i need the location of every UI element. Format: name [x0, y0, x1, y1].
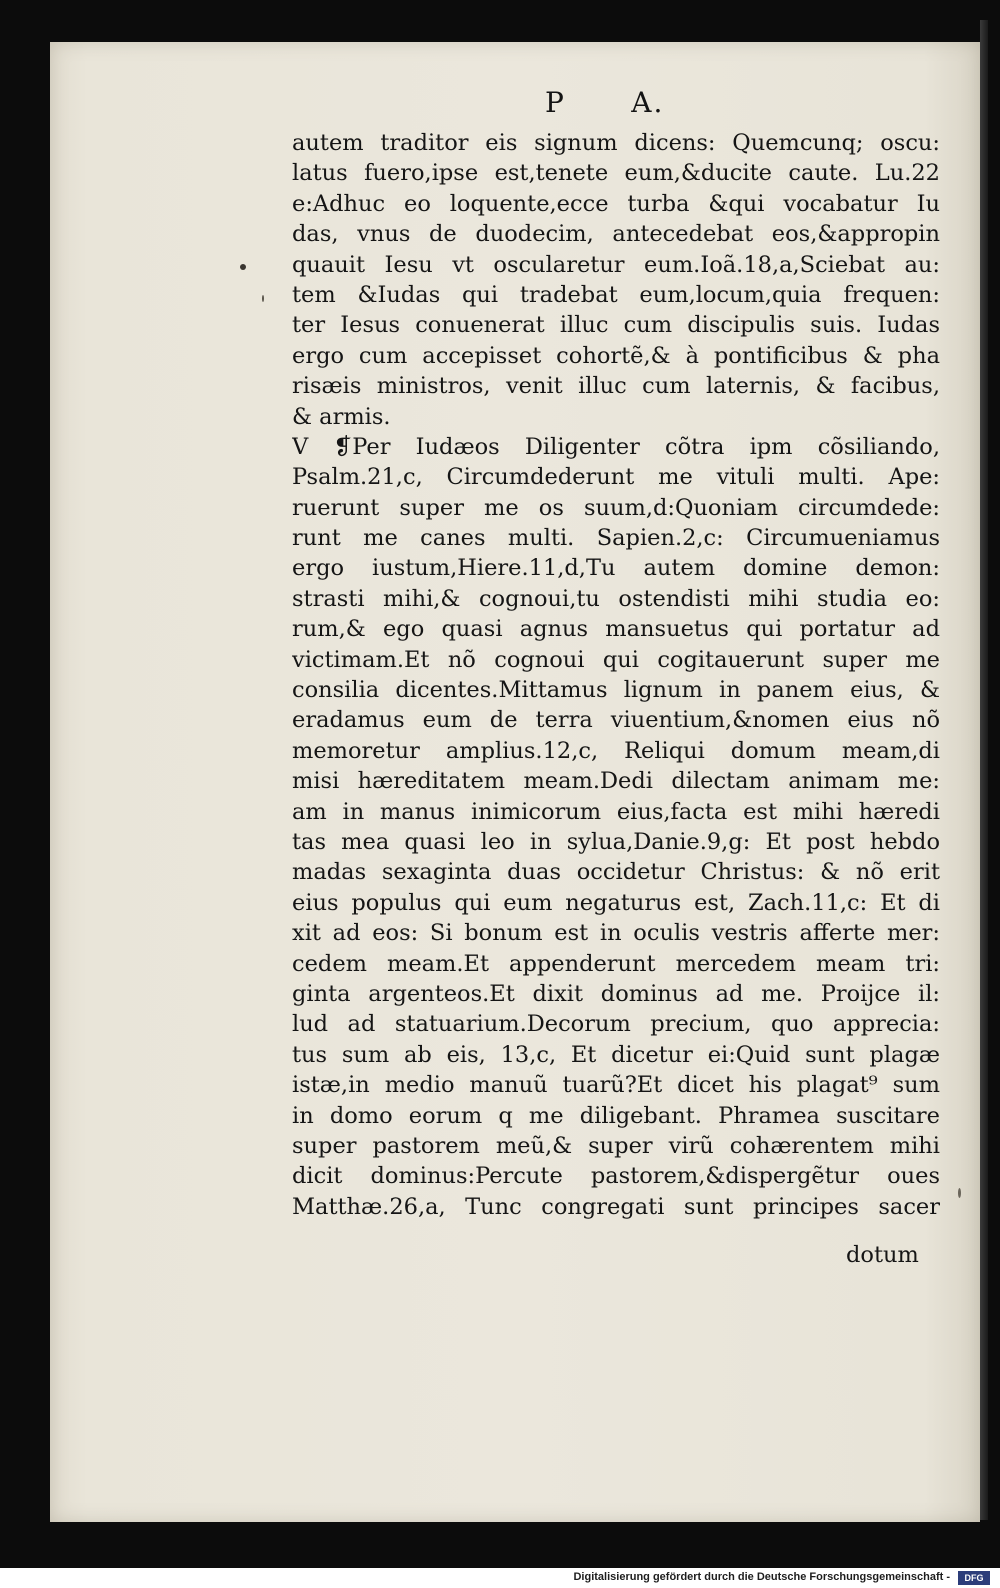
text-line: rum,& ego quasi agnus mansuetus qui portatur ad: [292, 616, 940, 643]
text-line: e:Adhuc eo loquente,ecce turba &qui vocabatur Iu: [292, 190, 940, 217]
text-line: Matthæ.26,a, Tunc congregati sunt principes sacer: [292, 1193, 940, 1220]
text-line: misi hæreditatem meam.Dedi dilectam animam me:: [292, 768, 940, 795]
text-line: Psalm.21,c, Circumdederunt me vituli multi. Ape:: [292, 464, 940, 491]
text-line: runt me canes multi. Sapien.2,c: Circumueniamus: [292, 525, 940, 552]
text-line: eradamus eum de terra viuentium,&nomen eius nõ: [292, 707, 940, 734]
text-line: lud ad statuarium.Decorum precium, quo apprecia:: [292, 1011, 940, 1038]
text-line: am in manus inimicorum eius,facta est mihi hæredi: [292, 798, 940, 825]
text-line: das, vnus de duodecim, antecedebat eos,&appropin: [292, 221, 940, 248]
text-line: ergo iustum,Hiere.11,d,Tu autem domine demon:: [292, 555, 940, 582]
page-edge: [980, 20, 988, 1520]
text-line: tem &Iudas qui tradebat eum,locum,quia frequen:: [292, 281, 940, 308]
text-line: memoretur amplius.12,c, Reliqui domum meam,di: [292, 737, 940, 764]
text-line: autem traditor eis signum dicens: Quemcunq; oscu:: [292, 130, 940, 156]
text-line: ruerunt super me os suum,d:Quoniam circumdede:: [292, 494, 940, 521]
ink-speck: [958, 1188, 961, 1198]
text-line: latus fuero,ipse est,tenete eum,&ducite caute. Lu.22: [292, 160, 940, 187]
text-line: eius populus qui eum negaturus est, Zach.11,c: Et di: [292, 889, 940, 916]
dfg-logo-icon: DFG: [958, 1571, 990, 1585]
text-line: tus sum ab eis, 13,c, Et dicetur ei:Quid sunt plagæ: [292, 1041, 940, 1068]
text-line: dicit dominus:Percute pastorem,&dispergẽtur oues: [292, 1163, 940, 1190]
text-line: istæ,in medio manuũ tuarũ?Et dicet his plagat⁹ sum: [292, 1072, 940, 1099]
text-line: victimam.Et nõ cognoui qui cogitauerunt super me: [292, 646, 940, 673]
text-line: & armis.: [292, 403, 391, 430]
text-line: tas mea quasi leo in sylua,Danie.9,g: Et post hebdo: [292, 828, 940, 855]
text-line: ginta argenteos.Et dixit dominus ad me. Proijce il:: [292, 980, 940, 1007]
footer-bar: [0, 1568, 1000, 1588]
text-line: ter Iesus conuenerat illuc cum discipulis suis. Iudas: [292, 312, 940, 339]
ink-speck: [262, 295, 264, 302]
text-block: [292, 128, 940, 1222]
ink-speck: [240, 264, 246, 270]
text-line: in domo eorum q me diligebant. Phramea suscitare: [292, 1102, 940, 1129]
text-line: strasti mihi,& cognoui,tu ostendisti mihi studia eo:: [292, 585, 940, 612]
catchword: dotum: [846, 1242, 919, 1268]
text-line: madas sexaginta duas occidetur Christus: & nõ erit: [292, 859, 940, 886]
text-line: risæis ministros, venit illuc cum laternis, & facibus,: [292, 373, 940, 400]
text-line: V ❡Per Iudæos Diligenter cõtra ipm cõsiliando,: [292, 433, 940, 460]
funding-credit: Digitalisierung gefördert durch die Deutsche Forschungsgemeinschaft -: [573, 1571, 950, 1583]
text-line: super pastorem meũ,& super virũ cohærentem mihi: [292, 1132, 940, 1159]
text-line: cedem meam.Et appenderunt mercedem meam tri:: [292, 950, 940, 977]
text-line: ergo cum accepisset cohortẽ,& à pontificibus & pha: [292, 342, 940, 369]
running-head: P A.: [545, 86, 665, 119]
text-line: quauit Iesu vt oscularetur eum.Ioã.18,a,Sciebat au:: [292, 251, 940, 278]
text-line: xit ad eos: Si bonum est in oculis vestris afferte mer:: [292, 920, 940, 947]
text-line: consilia dicentes.Mittamus lignum in panem eius, &: [292, 677, 940, 704]
